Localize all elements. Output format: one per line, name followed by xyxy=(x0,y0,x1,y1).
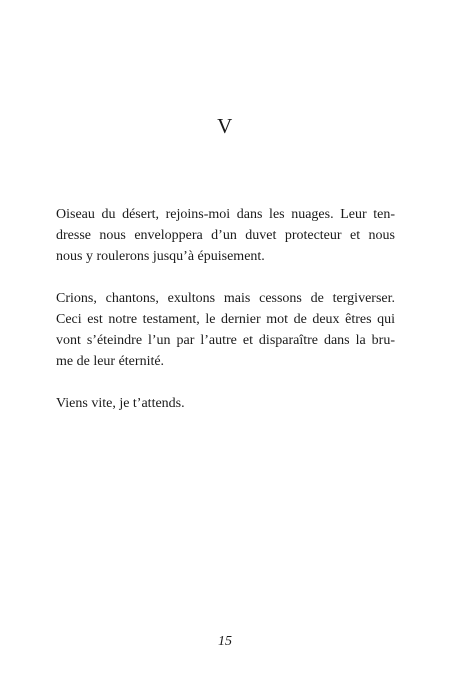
body-text xyxy=(56,204,395,435)
text-line: dresse nous enveloppera d’un duvet protecteur et nous xyxy=(56,228,395,243)
text-line: Crions, chantons, exultons mais cessons de tergiverser. xyxy=(56,291,395,306)
paragraph-1 xyxy=(56,204,395,267)
text-line: vont s’éteindre l’un par l’autre et disparaître dans la bru- xyxy=(56,333,395,348)
paragraph-3 xyxy=(56,393,395,414)
text-line: Oiseau du désert, rejoins-moi dans les nuages. Leur ten- xyxy=(56,207,395,222)
page-number: 15 xyxy=(218,634,232,649)
text-line: Viens vite, je t’attends. xyxy=(56,396,185,411)
text-line: nous y roulerons jusqu’à épuisement. xyxy=(56,249,265,264)
chapter-title: V xyxy=(217,114,233,138)
text-line: Ceci est notre testament, le dernier mot de deux êtres qui xyxy=(56,312,395,327)
text-line: me de leur éternité. xyxy=(56,354,165,369)
paragraph-2 xyxy=(56,288,395,372)
